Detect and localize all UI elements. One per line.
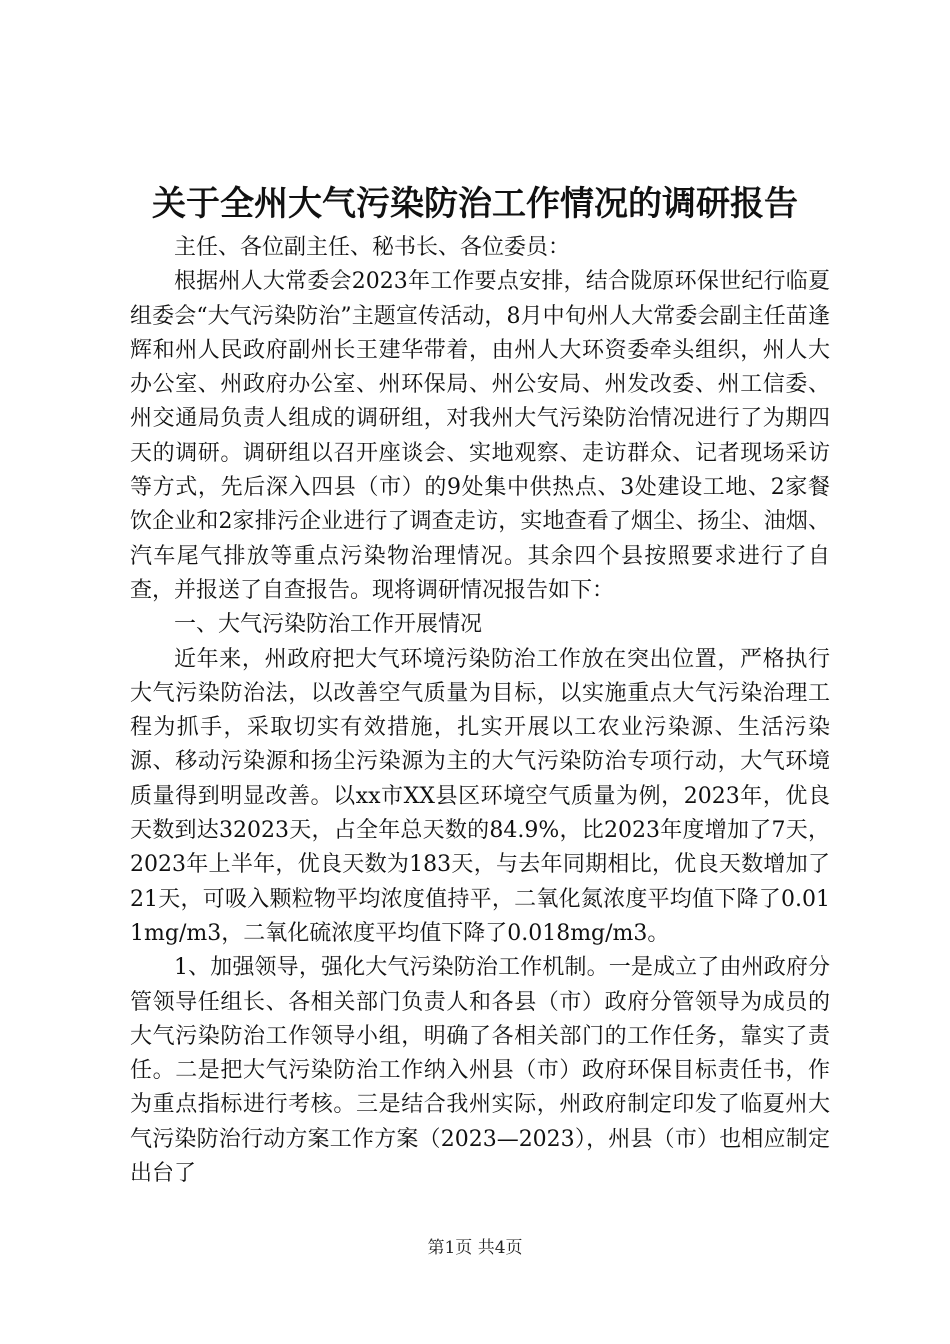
page-footer: 第1页 共4页: [427, 1238, 523, 1258]
salutation-paragraph: 主任、各位副主任、秘书长、各位委员：: [174, 235, 571, 260]
leadership-paragraph: 1、加强领导，强化大气污染防治工作机制。一是成立了由州政府分管领导任组长、各相关部门负责人和各县（市）政府分管领导为成员的大气污染防治工作领导小组，明确了各相关部门的工作任务，靠实了责任。二是把大气污染防治工作纳入州县（市）政府环保目标责任书，作为重点指标进行考核。三是结合我州实际，州政府制定印发了临夏州大气污染防治行动方案工作方案（2023—2023），州县（市）也相应制定出台了: [130, 955, 830, 1187]
intro-paragraph: 根据州人大常委会2023年工作要点安排，结合陇原环保世纪行临夏组委会“大气污染防治”主题宣传活动，8月中旬州人大常委会副主任苗逢辉和州人民政府副州长王建华带着，由州人大环资委牵头组织，州人大办公室、州政府办公室、州环保局、州公安局、州发改委、州工信委、州交通局负责人组成的调研组，对我州大气污染防治情况进行了为期四天的调研。调研组以召开座谈会、实地观察、走访群众、记者现场采访等方式，先后深入四县（市）的9处集中供热点、3处建设工地、2家餐饮企业和2家排污企业进行了调查走访，实地查看了烟尘、扬尘、油烟、汽车尾气排放等重点污染物治理情况。其余四个县按照要求进行了自查，并报送了自查报告。现将调研情况报告如下：: [130, 269, 830, 603]
document-body: [130, 231, 830, 1191]
air-quality-paragraph: 近年来，州政府把大气环境污染防治工作放在突出位置，严格执行大气污染防治法，以改善空气质量为目标，以实施重点大气污染治理工程为抓手，采取切实有效措施，扎实开展以工农业污染源、生活污染源、移动污染源和扬尘污染源为主的大气污染防治专项行动，大气环境质量得到明显改善。以xx市XX县区环境空气质量为例，2023年，优良天数到达32023天，占全年总天数的84.9%，比2023年度增加了7天，2023年上半年，优良天数为183天，与去年同期相比，优良天数增加了21天，可吸入颗粒物平均浓度值持平，二氧化氮浓度平均值下降了0.011mg/m3，二氧化硫浓度平均值下降了0.018mg/m3。: [130, 646, 830, 946]
document-title: 关于全州大气污染防治工作情况的调研报告: [152, 184, 798, 224]
section-heading-1: 一、大气污染防治工作开展情况: [174, 612, 483, 638]
